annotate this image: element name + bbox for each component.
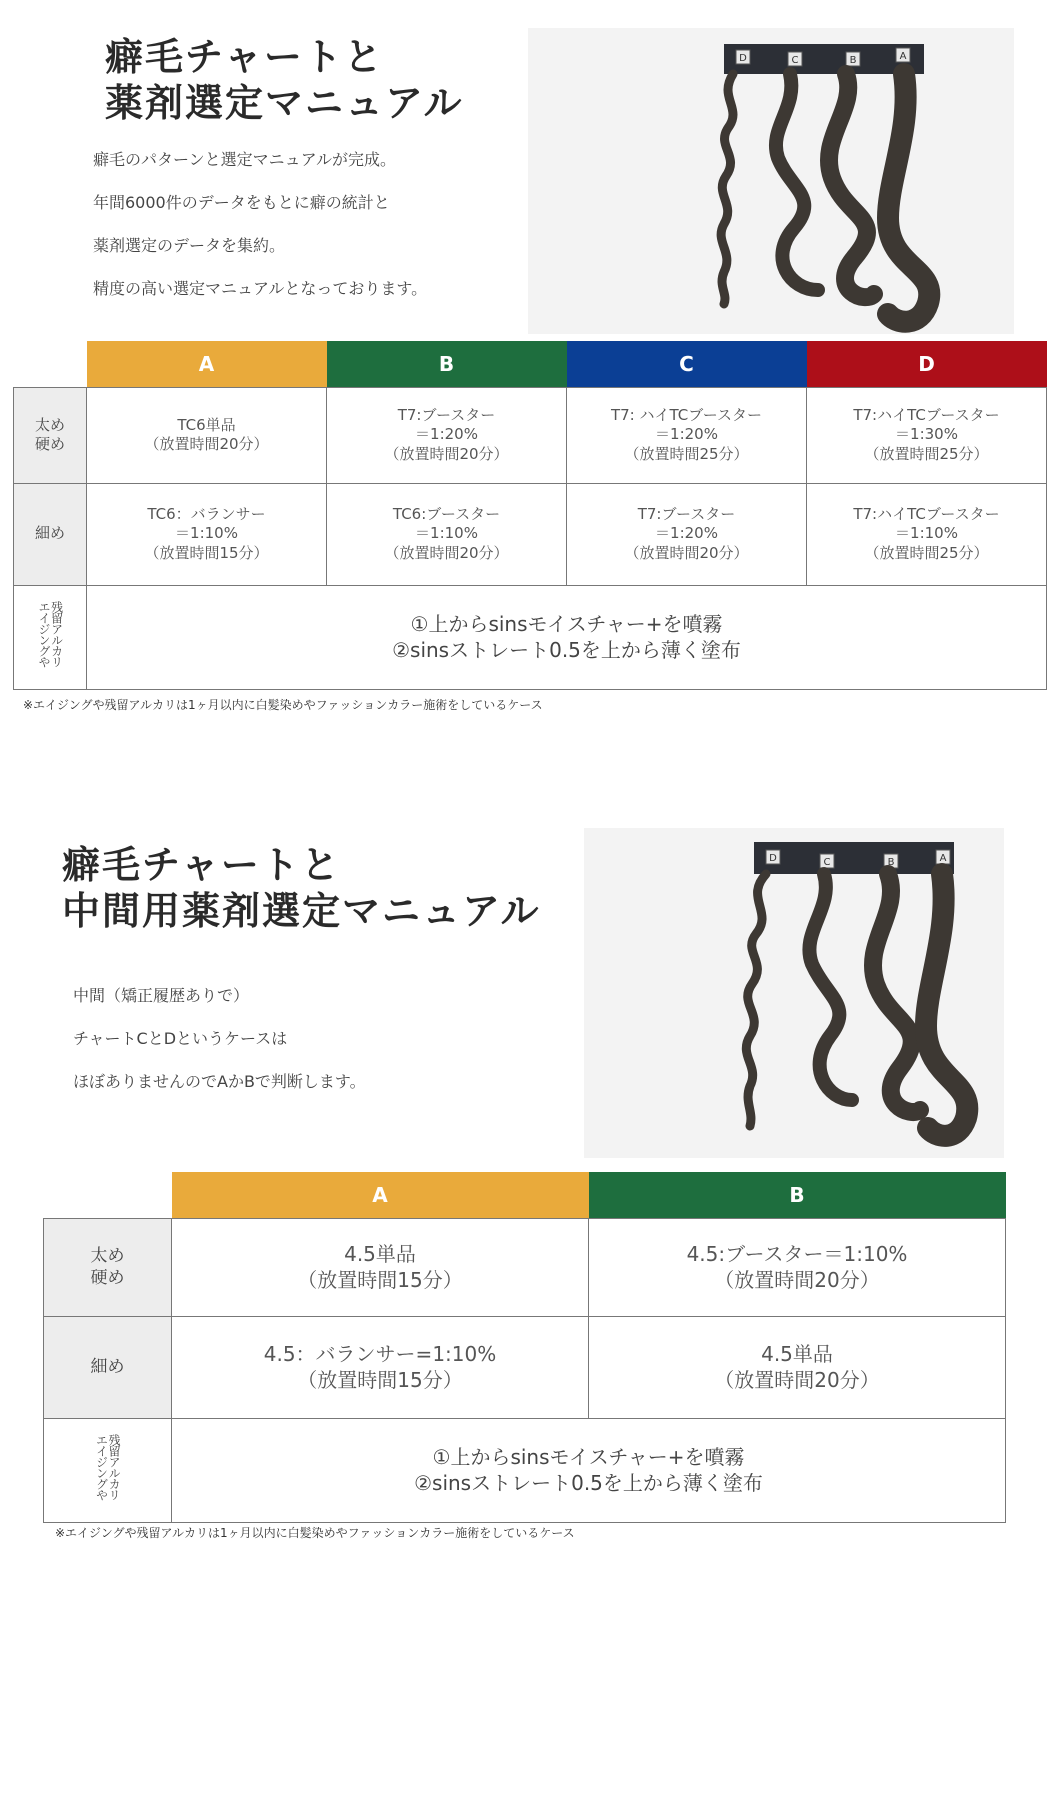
aging-instructions (172, 1418, 1006, 1522)
aging-step-2: ②sinsストレート0.5を上から薄く塗布 (392, 638, 741, 662)
row-header-thin (44, 1316, 172, 1418)
cell-line: ＝1:20% (655, 524, 718, 543)
tag-a: A (939, 853, 947, 864)
tag-d: D (739, 53, 747, 64)
tag-c: C (823, 857, 831, 868)
cell-line: ＝1:20% (655, 425, 718, 444)
intro-line: 薬剤選定のデータを集約。 (93, 236, 286, 255)
tag-b: B (849, 55, 857, 66)
page-title-2 (62, 842, 540, 935)
cell-line: ＝1:10% (895, 524, 958, 543)
cell-line: （放置時間15分） (144, 543, 269, 562)
hair-sample-photo-2 (584, 828, 1004, 1158)
page-title (105, 34, 463, 127)
row-header-aging (14, 585, 87, 689)
row-header-thick (14, 387, 87, 483)
cell-line: （放置時間20分） (144, 435, 269, 453)
footnote: ※エイジングや残留アルカリは1ヶ月以内に白髪染めやファッションカラー施術をしているケース (23, 698, 543, 712)
table-cell (807, 387, 1047, 483)
cell-line: T7: ハイTCブースター (610, 405, 763, 424)
table-cell (589, 1316, 1006, 1418)
table-cell (172, 1218, 589, 1316)
aging-label-col2: 残留アルカリ (107, 1434, 122, 1501)
corner-cell (44, 1172, 172, 1218)
hair-sample-illustration (584, 828, 1004, 1158)
column-header-a: A (87, 341, 327, 387)
table-cell (567, 483, 807, 585)
cell-line: （放置時間20分） (714, 1368, 880, 1392)
aging-step-1: ①上からsinsモイスチャー+を噴霧 (410, 612, 723, 636)
hair-sample-photo (528, 28, 1014, 334)
cell-line: （放置時間20分） (384, 543, 509, 562)
aging-step-2: ②sinsストレート0.5を上から薄く塗布 (414, 1471, 763, 1495)
column-header-d: D (807, 341, 1047, 387)
row-header-aging (44, 1418, 172, 1522)
aging-label-col1: エイジングや (37, 601, 51, 668)
column-header-b: B (327, 341, 567, 387)
title-line-2: 中間用薬剤選定マニュアル (62, 889, 541, 934)
cell-line: 4.5単品 (344, 1242, 416, 1266)
tag-a: A (899, 51, 907, 62)
cell-line: T7:ブースター (397, 405, 496, 424)
intro-line: 精度の高い選定マニュアルとなっております。 (93, 279, 428, 298)
table-cell (87, 483, 327, 585)
table-cell (807, 483, 1047, 585)
title-line-1: 癖毛チャートと (105, 35, 384, 79)
aging-label-col1: エイジングや (94, 1434, 109, 1501)
title-line-2: 薬剤選定マニュアル (105, 81, 464, 126)
intro-line: チャートCとDというケースは (73, 1029, 288, 1048)
tag-d: D (769, 853, 777, 864)
table-cell (327, 483, 567, 585)
table-cell (327, 387, 567, 483)
cell-line: （放置時間15分） (297, 1368, 463, 1392)
tag-b: B (887, 857, 895, 868)
cell-line: （放置時間20分） (384, 444, 509, 463)
footnote-2: ※エイジングや残留アルカリは1ヶ月以内に白髪染めやファッションカラー施術をしているケース (55, 1526, 575, 1540)
cell-line: （放置時間15分） (297, 1268, 463, 1292)
tag-c: C (791, 55, 799, 66)
cell-line: TC6:ブースター (392, 504, 501, 523)
hair-sample-illustration (528, 28, 1014, 334)
aging-label-col2: 残留アルカリ (49, 601, 64, 668)
intro-line: ほぼありませんのでAかBで判断します。 (73, 1072, 366, 1091)
cell-line: T7:ブースター (637, 504, 736, 523)
row-label-line: 太め (34, 415, 65, 434)
chart-table-2 (43, 1172, 1006, 1523)
cell-line: T7:ハイTCブースター (853, 405, 1000, 424)
table-cell (172, 1316, 589, 1418)
cell-line: （放置時間25分） (624, 444, 749, 463)
row-header-thin (14, 483, 87, 585)
table-cell (567, 387, 807, 483)
cell-line: TC6：バランサー (147, 504, 266, 523)
table-cell (87, 387, 327, 483)
cell-line: ＝1:10% (415, 524, 478, 543)
cell-line: （放置時間25分） (864, 543, 989, 562)
intro-text-2 (73, 974, 366, 1103)
cell-line: ＝1:30% (895, 425, 958, 444)
row-label-line: 硬め (90, 1268, 125, 1288)
cell-line: 4.5：バランサー=1:10% (263, 1342, 497, 1366)
corner-cell (14, 341, 87, 387)
chart-table-1 (13, 341, 1047, 690)
column-header-a: A (172, 1172, 589, 1218)
cell-line: TC6単品 (177, 415, 236, 434)
aging-step-1: ①上からsinsモイスチャー+を噴霧 (432, 1445, 745, 1469)
intro-text (93, 138, 427, 310)
row-header-thick (44, 1218, 172, 1316)
row-label-line: 細め (34, 524, 65, 543)
row-label-line: 太め (90, 1245, 125, 1266)
cell-line: ＝1:10% (175, 524, 238, 543)
column-header-b: B (589, 1172, 1006, 1218)
cell-line: 4.5:ブースター＝1:10% (686, 1242, 908, 1266)
table-cell (589, 1218, 1006, 1316)
intro-line: 癖毛のパターンと選定マニュアルが完成。 (93, 150, 397, 169)
cell-line: ＝1:20% (415, 425, 478, 444)
row-label-line: 硬め (34, 435, 65, 453)
aging-instructions (87, 585, 1047, 689)
cell-line: （放置時間25分） (864, 444, 989, 463)
cell-line: （放置時間20分） (714, 1268, 880, 1292)
cell-line: （放置時間20分） (624, 543, 749, 562)
title-line-1: 癖毛チャートと (62, 843, 341, 887)
cell-line: T7:ハイTCブースター (853, 504, 1000, 523)
column-header-c: C (567, 341, 807, 387)
intro-line: 年間6000件のデータをもとに癖の統計と (93, 193, 390, 212)
cell-line: 4.5単品 (761, 1342, 833, 1366)
intro-line: 中間（矯正履歴ありで） (73, 986, 250, 1005)
row-label-line: 細め (90, 1356, 125, 1377)
